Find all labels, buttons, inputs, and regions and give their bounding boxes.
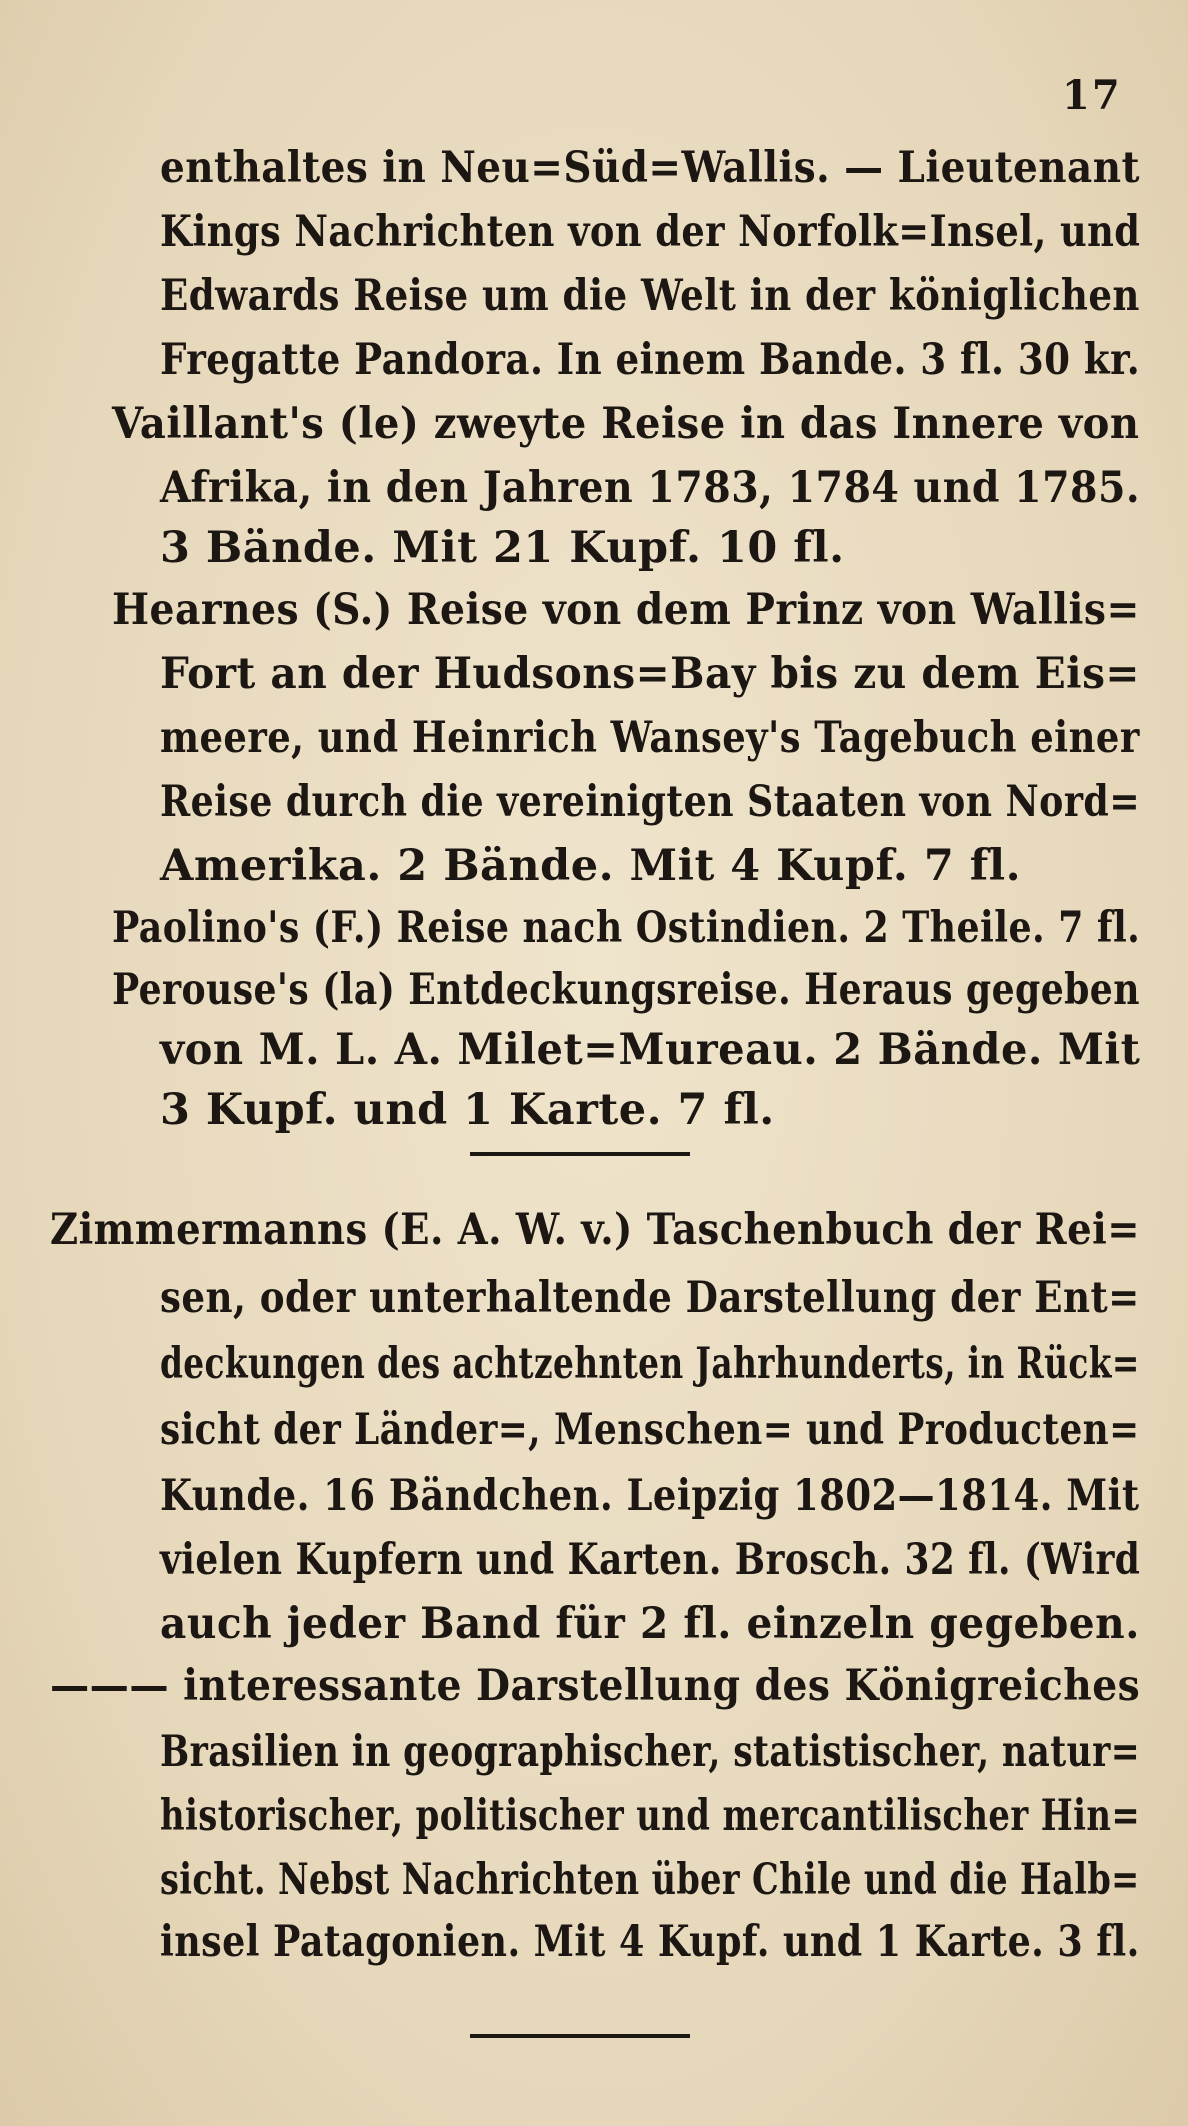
text-line: Fregatte Pandora. In einem Bande. 3 fl. 30 kr. <box>160 335 1141 385</box>
section-divider <box>470 2034 690 2038</box>
text-line: sicht. Nebst Nachrichten über Chile und die Halb= <box>160 1855 1140 1905</box>
text-line: Kings Nachrichten von der Norfolk=Insel, und <box>160 207 1141 257</box>
text-line: Brasilien in geographischer, statistischer, natur= <box>160 1727 1141 1777</box>
text-line: historischer, politischer und mercantilischer Hin= <box>160 1791 1141 1841</box>
text-line: Hearnes (S.) Reise von dem Prinz von Wallis= <box>112 585 1140 635</box>
text-line: sen, oder unterhaltende Darstellung der Ent= <box>160 1273 1140 1323</box>
text-line: enthaltes in Neu=Süd=Wallis. — Lieutenant <box>160 143 1140 193</box>
text-line: Perouse's (la) Entdeckungsreise. Heraus gegeben <box>112 965 1140 1015</box>
text-line: Paolino's (F.) Reise nach Ostindien. 2 Theile. 7 fl. <box>112 903 1141 953</box>
text-line: Amerika. 2 Bände. Mit 4 Kupf. 7 fl. <box>160 841 1022 891</box>
text-line: Zimmermanns (E. A. W. v.) Taschenbuch der Rei= <box>50 1205 1140 1255</box>
text-line: Reise durch die vereinigten Staaten von Nord= <box>160 777 1141 827</box>
text-line: insel Patagonien. Mit 4 Kupf. und 1 Karte. 3 fl. <box>160 1917 1140 1967</box>
page-number: 17 <box>1062 72 1122 119</box>
text-line: 3 Bände. Mit 21 Kupf. 10 fl. <box>160 523 845 573</box>
text-line: sicht der Länder=, Menschen= und Producten= <box>160 1405 1140 1455</box>
text-line: Kunde. 16 Bändchen. Leipzig 1802—1814. Mit <box>160 1471 1140 1521</box>
text-line: 3 Kupf. und 1 Karte. 7 fl. <box>160 1085 775 1135</box>
text-line: von M. L. A. Milet=Mureau. 2 Bände. Mit <box>160 1025 1141 1075</box>
text-line: meere, und Heinrich Wansey's Tagebuch einer <box>160 713 1140 763</box>
text-line: vielen Kupfern und Karten. Brosch. 32 fl. (Wird <box>160 1535 1141 1585</box>
text-line: Afrika, in den Jahren 1783, 1784 und 1785. <box>160 463 1141 513</box>
text-line: deckungen des achtzehnten Jahrhunderts, in Rück= <box>160 1339 1140 1389</box>
text-line: Vaillant's (le) zweyte Reise in das Innere von <box>112 399 1140 449</box>
text-line: Fort an der Hudsons=Bay bis zu dem Eis= <box>160 649 1140 699</box>
text-line: Edwards Reise um die Welt in der königlichen <box>160 271 1140 321</box>
text-line: auch jeder Band für 2 fl. einzeln gegeben. <box>160 1599 1140 1649</box>
section-divider <box>470 1152 690 1156</box>
text-line: ——— interessante Darstellung des Königreiches <box>50 1661 1141 1711</box>
